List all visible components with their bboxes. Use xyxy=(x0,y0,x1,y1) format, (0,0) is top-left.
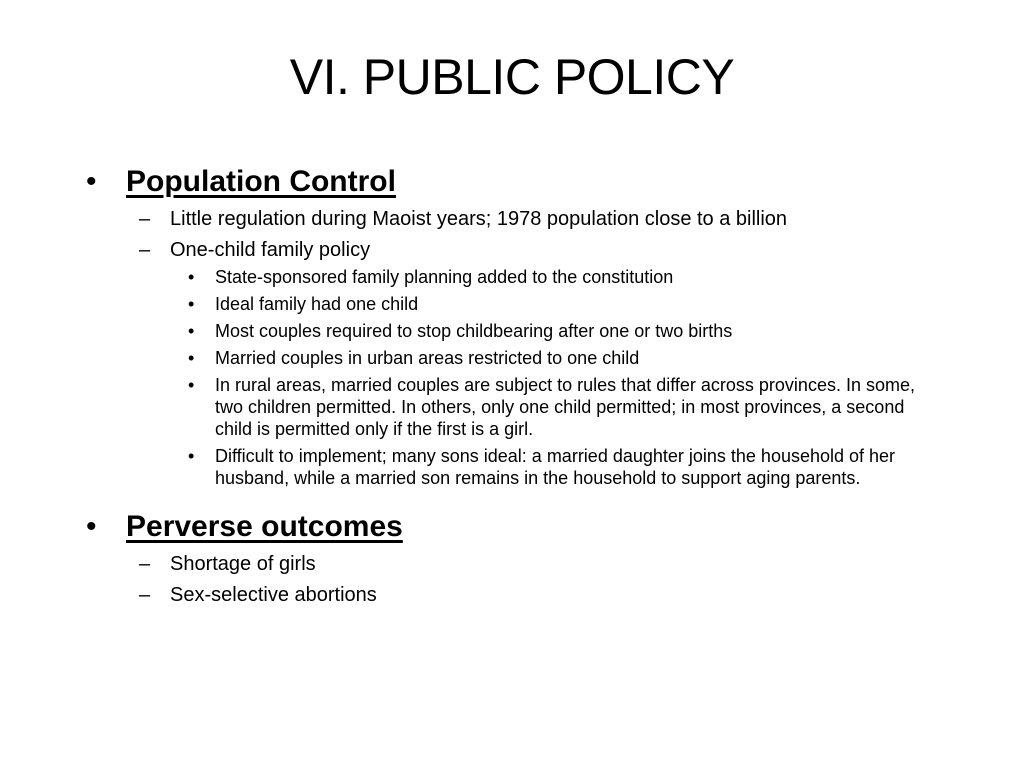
section-heading-perverse-outcomes xyxy=(86,505,936,549)
sub-list-item xyxy=(86,293,936,315)
list-item xyxy=(86,580,936,611)
bullet-icon: • xyxy=(188,446,195,466)
sub-list-item-text: Ideal family had one child xyxy=(215,294,419,314)
list-item xyxy=(86,204,936,235)
sub-list-item-text: Married couples in urban areas restricted to one child xyxy=(215,348,640,368)
sub-list-item-text: In rural areas, married couples are subject to rules that differ across provinces. In some, two children permitted. In others, only one child permitted; in most provinces, a second child is permitted only if the first is a girl. xyxy=(215,375,915,439)
sub-list-item-text: State-sponsored family planning added to the constitution xyxy=(215,267,674,287)
bullet-icon: • xyxy=(86,510,97,543)
bullet-icon: • xyxy=(188,267,195,287)
dash-icon: – xyxy=(139,584,151,606)
slide-title: VI. PUBLIC POLICY xyxy=(289,49,735,105)
list-item-text: Little regulation during Maoist years; 1978 population close to a billion xyxy=(170,208,788,230)
bullet-icon: • xyxy=(86,165,97,198)
slide-body xyxy=(86,160,936,611)
dash-icon: – xyxy=(139,239,151,261)
section-heading-text: Perverse outcomes xyxy=(126,510,403,543)
sub-list-item-text: Most couples required to stop childbearing after one or two births xyxy=(215,321,733,341)
sub-list-item-text: Difficult to implement; many sons ideal: a married daughter joins the household of her husband, while a married son remains in the household to support aging parents. xyxy=(215,446,896,488)
bullet-icon: • xyxy=(188,375,195,395)
section-heading-text: Population Control xyxy=(126,165,396,198)
dash-icon: – xyxy=(139,553,151,575)
sub-list-item xyxy=(86,320,936,342)
bullet-icon: • xyxy=(188,348,195,368)
dash-icon: – xyxy=(139,208,151,230)
sub-list-item xyxy=(86,445,936,489)
list-item xyxy=(86,235,936,266)
section-heading-population-control xyxy=(86,160,936,204)
list-item-text: One-child family policy xyxy=(170,239,371,261)
list-item xyxy=(86,549,936,580)
sub-list-item xyxy=(86,374,936,440)
sub-list-item xyxy=(86,347,936,369)
list-item-text: Sex-selective abortions xyxy=(170,584,377,606)
list-item-text: Shortage of girls xyxy=(170,553,316,575)
bullet-icon: • xyxy=(188,321,195,341)
sub-list-item xyxy=(86,266,936,288)
bullet-icon: • xyxy=(188,294,195,314)
